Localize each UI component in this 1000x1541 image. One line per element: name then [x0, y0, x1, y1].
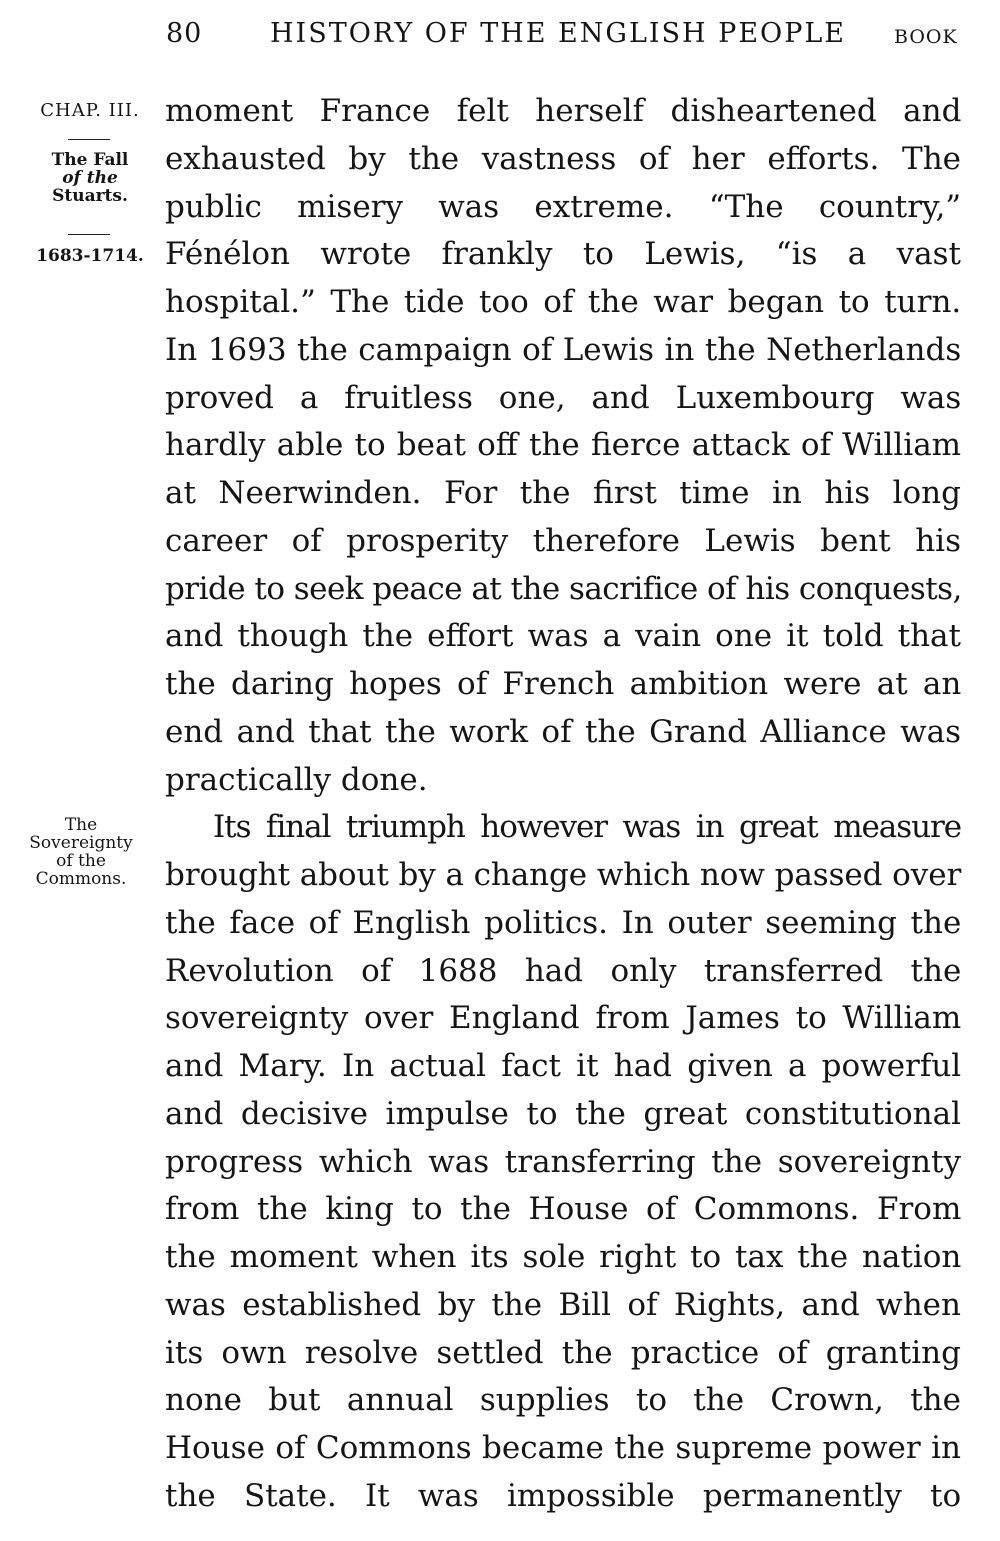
text-line: proved a fruitless one, and Luxembourg was	[165, 379, 962, 416]
text-line: exhausted by the vastness of her efforts. The	[165, 140, 961, 177]
sidenote-line: Stuarts.	[52, 186, 128, 206]
text-line: the moment when its sole right to tax the nation	[165, 1239, 962, 1275]
text-line: brought about by a change which now passed over	[165, 857, 962, 893]
running-title: HISTORY OF THE ENGLISH PEOPLE	[270, 18, 846, 49]
text-line: In 1693 the campaign of Lewis in the Netherlands	[165, 331, 962, 368]
sidenote-line: The	[64, 815, 98, 835]
text-line: pride to seek peace at the sacrifice of his conquests,	[165, 570, 962, 607]
text-line: the face of English politics. In outer seeming the	[165, 904, 962, 941]
page-header	[0, 18, 1000, 58]
text-line: sovereignty over England from James to William	[165, 1000, 962, 1037]
sidenote-line: of the	[62, 168, 118, 188]
book-label: BOOK	[894, 26, 958, 48]
sidenote-divider	[68, 234, 110, 235]
sidenote-divider	[68, 139, 110, 140]
text-line: moment France felt herself disheartened and	[165, 93, 962, 129]
text-line: its own resolve settled the practice of granting	[165, 1334, 961, 1371]
chapter-sidenote: CHAP. III.	[40, 100, 140, 121]
text-line: progress which was transferring the sovereignty	[165, 1143, 961, 1180]
text-line: hardly able to beat off the fierce attack of William	[165, 427, 962, 464]
text-line: Its final triumph however was in great measure	[213, 809, 961, 846]
text-line: public misery was extreme. “The country,”	[165, 188, 962, 225]
section-sidenote-sovereignty	[12, 816, 150, 888]
text-line: and Mary. In actual fact it had given a powerful	[165, 1048, 962, 1084]
sidenote-line: The Fall	[51, 150, 129, 170]
text-line: practically done.	[165, 761, 428, 798]
text-line: Revolution of 1688 had only transferred the	[165, 952, 962, 989]
paragraph-1	[165, 88, 961, 804]
text-line: end and that the work of the Grand Alliance was	[165, 713, 962, 750]
text-line: the daring hopes of French ambition were at an	[165, 666, 962, 702]
text-line: Fénélon wrote frankly to Lewis, “is a vast	[165, 236, 961, 273]
text-line: career of prosperity therefore Lewis bent his	[165, 522, 961, 559]
sidenote-line: Sovereignty	[29, 833, 133, 853]
text-line: from the king to the House of Commons. From	[165, 1191, 962, 1228]
body-text	[165, 88, 961, 1521]
text-line: House of Commons became the supreme power in	[165, 1430, 961, 1466]
text-line: none but annual supplies to the Crown, the	[165, 1382, 961, 1419]
text-line: at Neerwinden. For the first time in his long	[165, 475, 961, 511]
page-number: 80	[166, 18, 203, 49]
section-sidenote-fall-of-stuarts	[24, 151, 156, 205]
sidenote-line: Commons.	[35, 869, 127, 889]
text-line: the State. It was impossible permanently to	[165, 1477, 962, 1514]
text-line: hospital.” The tide too of the war began to turn.	[165, 284, 962, 320]
text-line: was established by the Bill of Rights, and when	[165, 1286, 961, 1323]
sidenote-line: of the	[56, 851, 106, 871]
text-line: and decisive impulse to the great constitutional	[165, 1095, 961, 1132]
dates-sidenote: 1683-1714.	[36, 246, 144, 266]
text-line: and though the effort was a vain one it told that	[165, 618, 961, 655]
paragraph-2	[165, 804, 961, 1520]
